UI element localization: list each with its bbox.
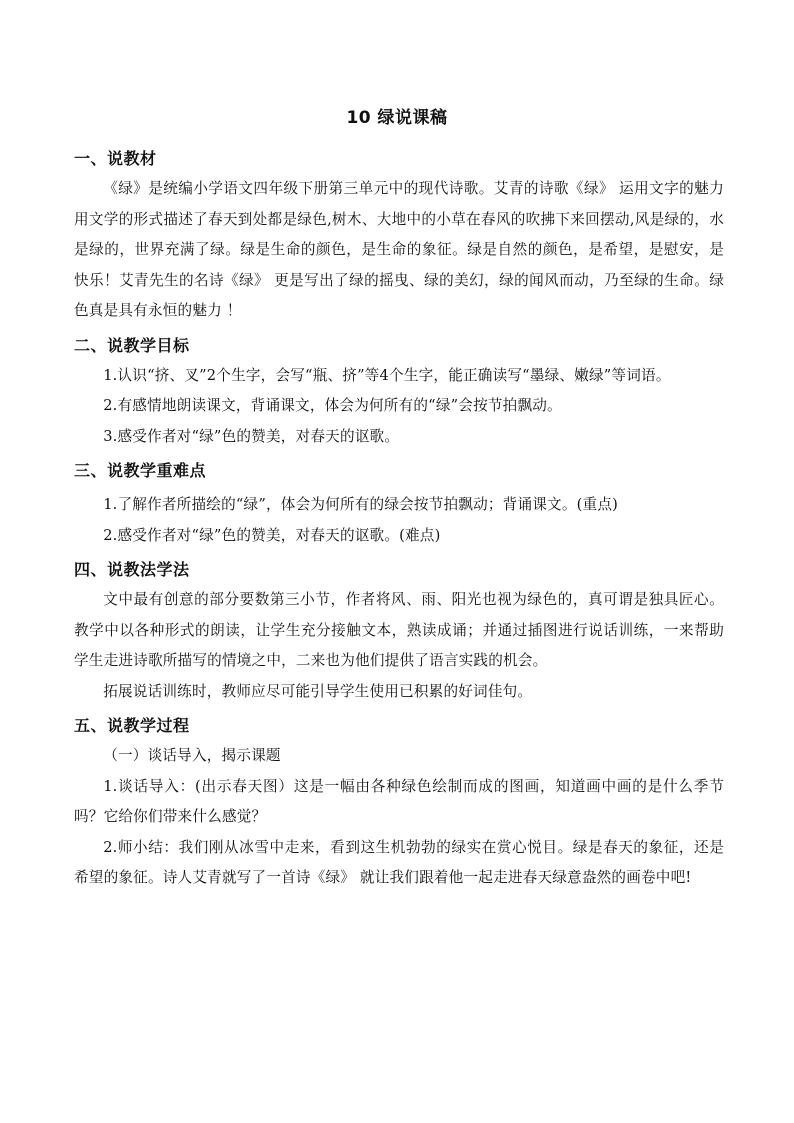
section-heading-teaching-material: 一、说教材 — [74, 149, 157, 168]
subsection-heading: （一）谈话导入，揭示课题 — [103, 747, 281, 764]
document-title: 10 绿说课稿 — [346, 108, 448, 128]
list-item: 1.认识“挤、叉”2个生字，会写“瓶、挤”等4个生字，能正确读写“墨绿、嫩绿”等词语。 — [103, 366, 671, 384]
paragraph: 拓展说话训练时，教师应尽可能引导学生使用已积累的好词佳句。 — [103, 682, 533, 700]
paragraph: 文中最有创意的部分要数第三小节，作者将风、雨、阳光也视为绿色的，真可谓是独具匠心。教学中以各种形式的朗读，让学生充分接触文本，熟读成诵；并通过插图进行说话训练，一来帮助学生走进诗歌所描写的情境之中，二来也为他们提供了语言实践的机会。 — [74, 591, 724, 669]
section-heading-key-points: 三、说教学重难点 — [74, 461, 207, 480]
list-item: 1.谈话导入：(出示春天图）这是一幅由各种绿色绘制而成的图画，知道画中画的是什么季节吗？它给你们带来什么感觉？ — [74, 777, 724, 825]
list-item: 3.感受作者对“绿”色的赞美，对春天的讴歌。 — [103, 427, 400, 445]
section-heading-methods: 四、说教法学法 — [74, 560, 190, 579]
list-item: 2.感受作者对“绿”色的赞美，对春天的讴歌。(难点) — [103, 526, 441, 544]
document-body — [74, 144, 724, 894]
list-item: 2.师小结：我们刚从冰雪中走来，看到这生机勃勃的绿实在赏心悦目。绿是春天的象征，还是希望的象征。诗人艾青就写了一首诗《绿》 就让我们跟着他一起走进春天绿意盎然的画卷中吧! — [74, 838, 724, 886]
section-heading-teaching-goals: 二、说教学目标 — [74, 335, 190, 355]
section-heading-process: 五、说教学过程 — [74, 716, 190, 735]
list-item: 1.了解作者所描绘的“绿”，体会为何所有的绿会按节拍飘动；背诵课文。(重点) — [103, 496, 619, 513]
paragraph: 《绿》是统编小学语文四年级下册第三单元中的现代诗歌。艾青的诗歌《绿》 运用文字的魅力用文学的形式描述了春天到处都是绿色,树木、大地中的小草在春风的吹拂下来回摆动,风是绿的，水是绿的，世界充满了绿。绿是生命的颜色，是生命的象征。绿是自然的颜色，是希望，是慰安，是快乐！艾青先生的名诗《绿》 更是写出了绿的摇曳、绿的美幻，绿的闻风而动，乃至绿的生命。绿色真是具有永恒的魅力 ！ — [74, 180, 724, 319]
list-item: 2.有感情地朗读课文，背诵课文，体会为何所有的“绿”会按节拍飘动。 — [103, 397, 562, 414]
